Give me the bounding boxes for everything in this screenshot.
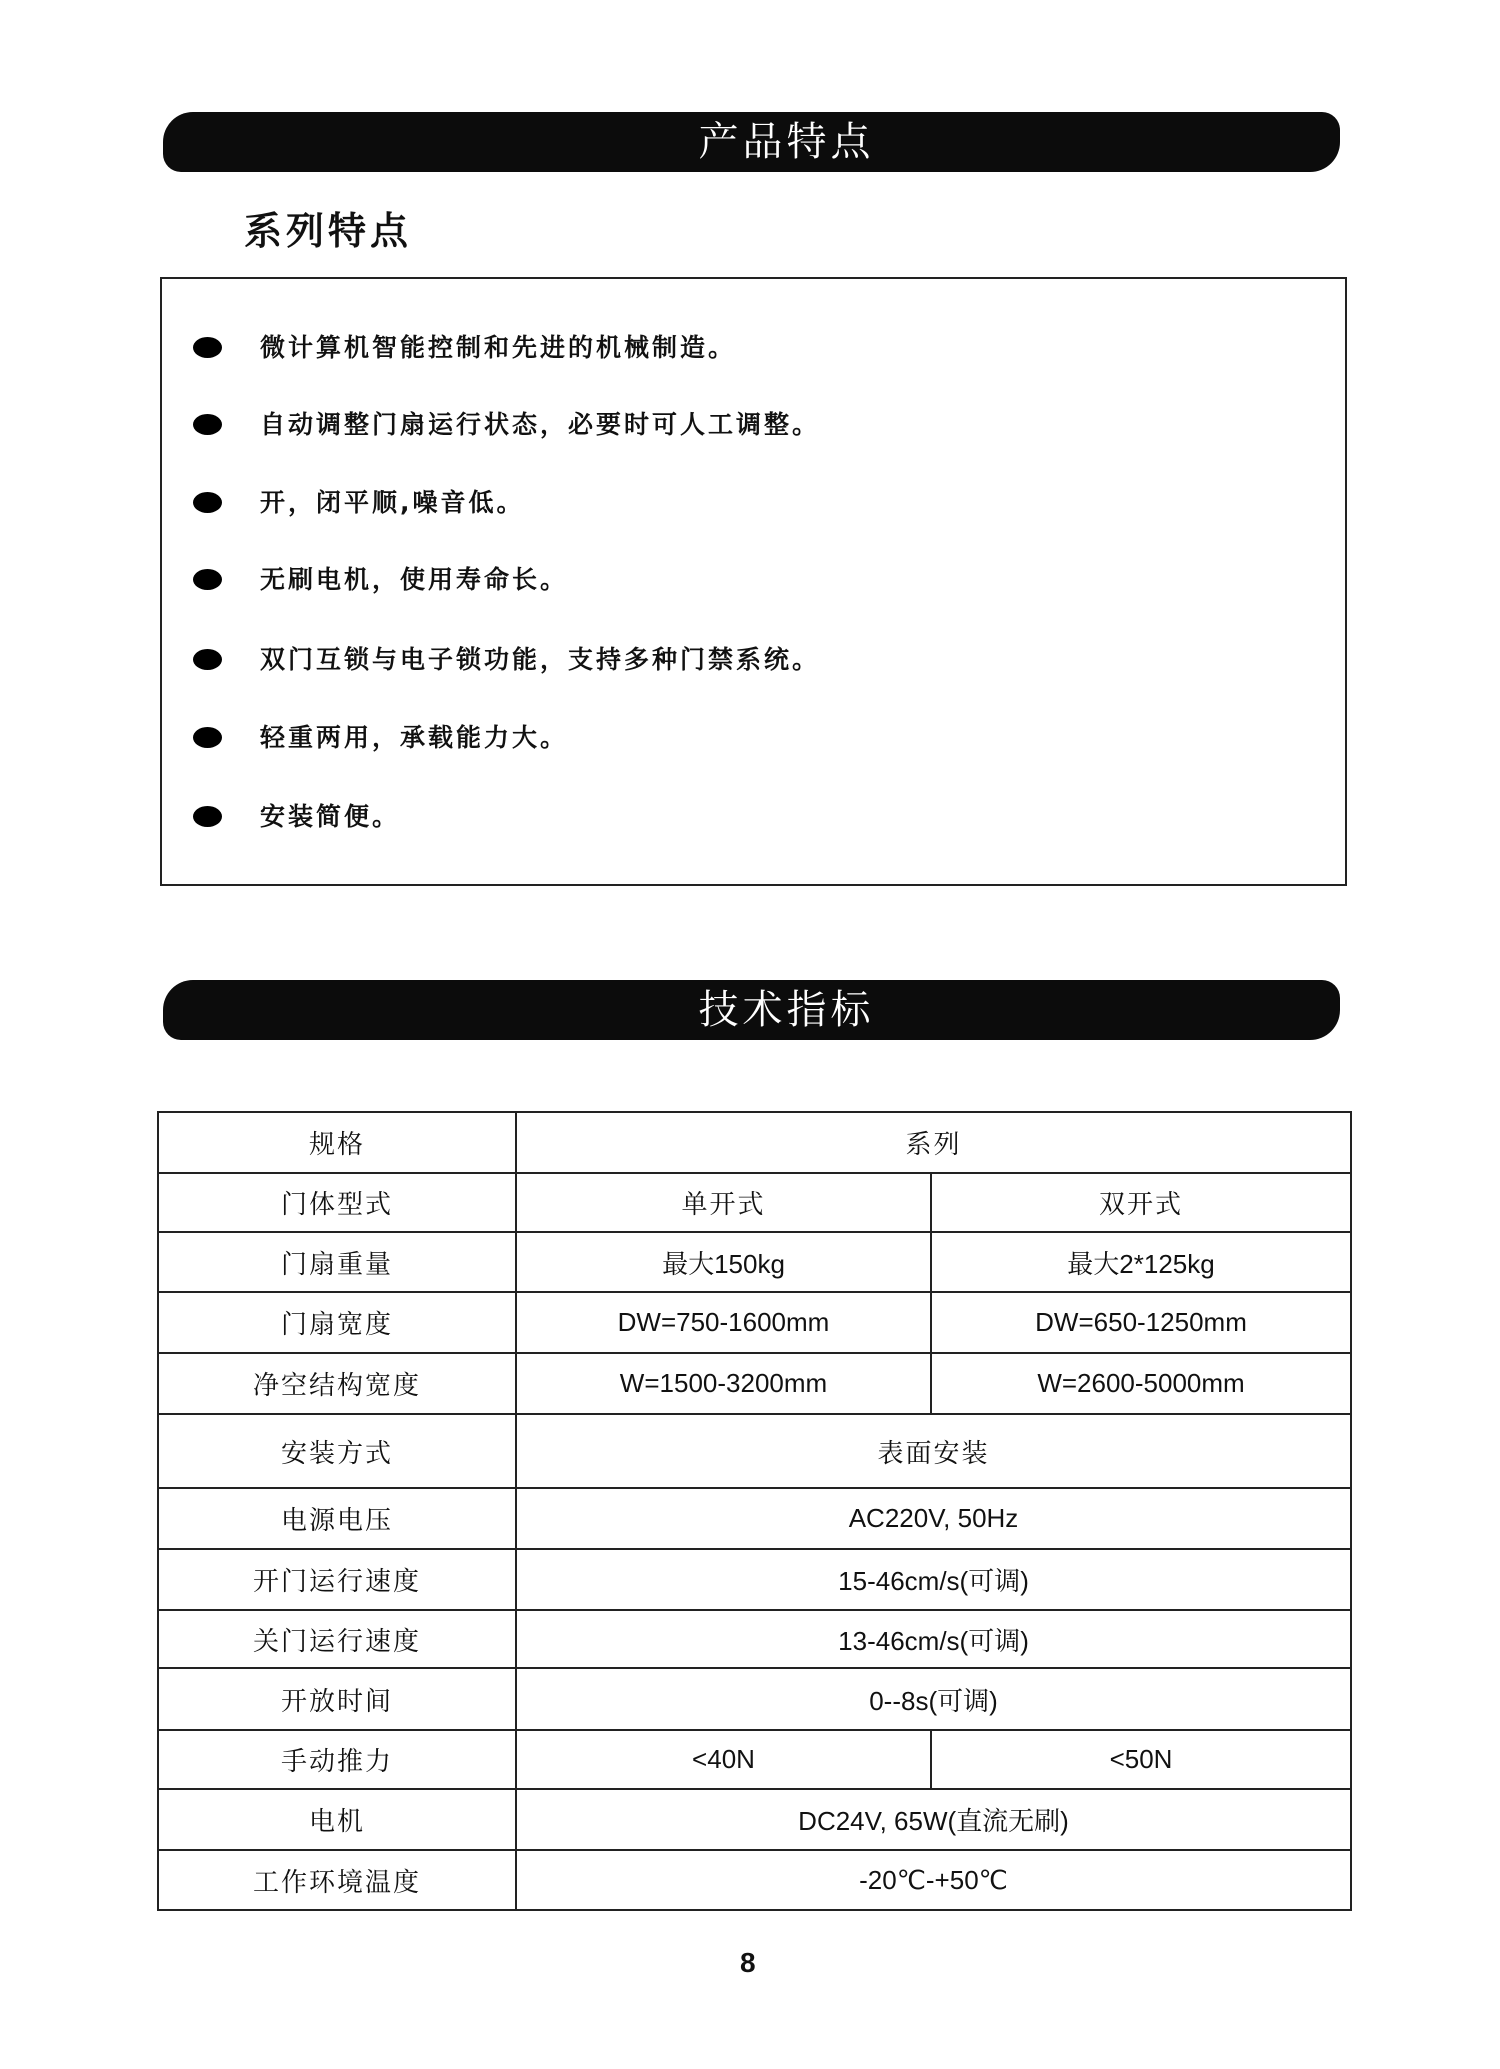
series-header: 系列 xyxy=(516,1112,1351,1173)
single-value: 最大150kg xyxy=(516,1232,931,1292)
feature-item xyxy=(162,797,1345,837)
row-label: 关门运行速度 xyxy=(158,1610,516,1668)
table-row xyxy=(158,1668,1351,1730)
feature-list-box xyxy=(160,277,1347,886)
feature-text: 双门互锁与电子锁功能，支持多种门禁系统。 xyxy=(260,645,821,674)
single-value: W=1500-3200mm xyxy=(516,1353,931,1414)
table-row xyxy=(158,1232,1351,1292)
double-value: 最大2*125kg xyxy=(931,1232,1351,1292)
table-row xyxy=(158,1789,1351,1850)
bullet-icon xyxy=(193,569,222,590)
double-value: W=2600-5000mm xyxy=(931,1353,1351,1414)
row-label: 工作环境温度 xyxy=(158,1850,516,1910)
series-features-heading: 系列特点 xyxy=(244,209,413,253)
table-row xyxy=(158,1549,1351,1610)
row-label: 电机 xyxy=(158,1789,516,1850)
row-label: 开门运行速度 xyxy=(158,1549,516,1610)
row-value: 15-46cm/s(可调) xyxy=(516,1549,1351,1610)
feature-item xyxy=(162,640,1345,680)
bullet-icon xyxy=(193,806,222,827)
feature-item xyxy=(162,483,1345,523)
row-value: AC220V, 50Hz xyxy=(516,1488,1351,1549)
feature-text: 微计算机智能控制和先进的机械制造。 xyxy=(260,333,737,362)
row-label: 门扇宽度 xyxy=(158,1292,516,1353)
double-value: DW=650-1250mm xyxy=(931,1292,1351,1353)
feature-text: 开，闭平顺,噪音低。 xyxy=(260,488,525,517)
banner-title: 产品特点 xyxy=(698,119,875,165)
feature-item xyxy=(162,560,1345,600)
bullet-icon xyxy=(193,649,222,670)
row-label: 净空结构宽度 xyxy=(158,1353,516,1414)
table-row xyxy=(158,1610,1351,1668)
bullet-icon xyxy=(193,727,222,748)
table-row xyxy=(158,1292,1351,1353)
feature-text: 安装简便。 xyxy=(260,802,401,831)
row-label: 手动推力 xyxy=(158,1730,516,1789)
bullet-icon xyxy=(193,337,222,358)
row-label: 电源电压 xyxy=(158,1488,516,1549)
bullet-icon xyxy=(193,492,222,513)
row-label: 门体型式 xyxy=(158,1173,516,1232)
table-row xyxy=(158,1850,1351,1910)
table-row xyxy=(158,1173,1351,1232)
table-row xyxy=(158,1112,1351,1173)
single-value: 单开式 xyxy=(516,1173,931,1232)
banner-title: 技术指标 xyxy=(698,987,875,1033)
double-value: 双开式 xyxy=(931,1173,1351,1232)
spec-table xyxy=(157,1111,1352,1911)
feature-item xyxy=(162,328,1345,368)
single-value: DW=750-1600mm xyxy=(516,1292,931,1353)
row-value: DC24V, 65W(直流无刷) xyxy=(516,1789,1351,1850)
row-label: 门扇重量 xyxy=(158,1232,516,1292)
row-value: -20℃-+50℃ xyxy=(516,1850,1351,1910)
double-value: <50N xyxy=(931,1730,1351,1789)
technical-specs-banner xyxy=(163,980,1340,1040)
table-row xyxy=(158,1488,1351,1549)
product-features-banner xyxy=(163,112,1340,172)
row-label: 安装方式 xyxy=(158,1414,516,1488)
feature-text: 轻重两用，承载能力大。 xyxy=(260,723,569,752)
single-value: <40N xyxy=(516,1730,931,1789)
feature-text: 自动调整门扇运行状态，必要时可人工调整。 xyxy=(260,410,821,439)
table-row xyxy=(158,1414,1351,1488)
page-number: 8 xyxy=(740,1947,756,1978)
spec-header: 规格 xyxy=(158,1112,516,1173)
feature-item xyxy=(162,718,1345,758)
row-label: 开放时间 xyxy=(158,1668,516,1730)
row-value: 0--8s(可调) xyxy=(516,1668,1351,1730)
row-value: 表面安装 xyxy=(516,1414,1351,1488)
table-row xyxy=(158,1730,1351,1789)
feature-item xyxy=(162,405,1345,445)
row-value: 13-46cm/s(可调) xyxy=(516,1610,1351,1668)
bullet-icon xyxy=(193,414,222,435)
table-row xyxy=(158,1353,1351,1414)
feature-text: 无刷电机，使用寿命长。 xyxy=(260,565,569,594)
